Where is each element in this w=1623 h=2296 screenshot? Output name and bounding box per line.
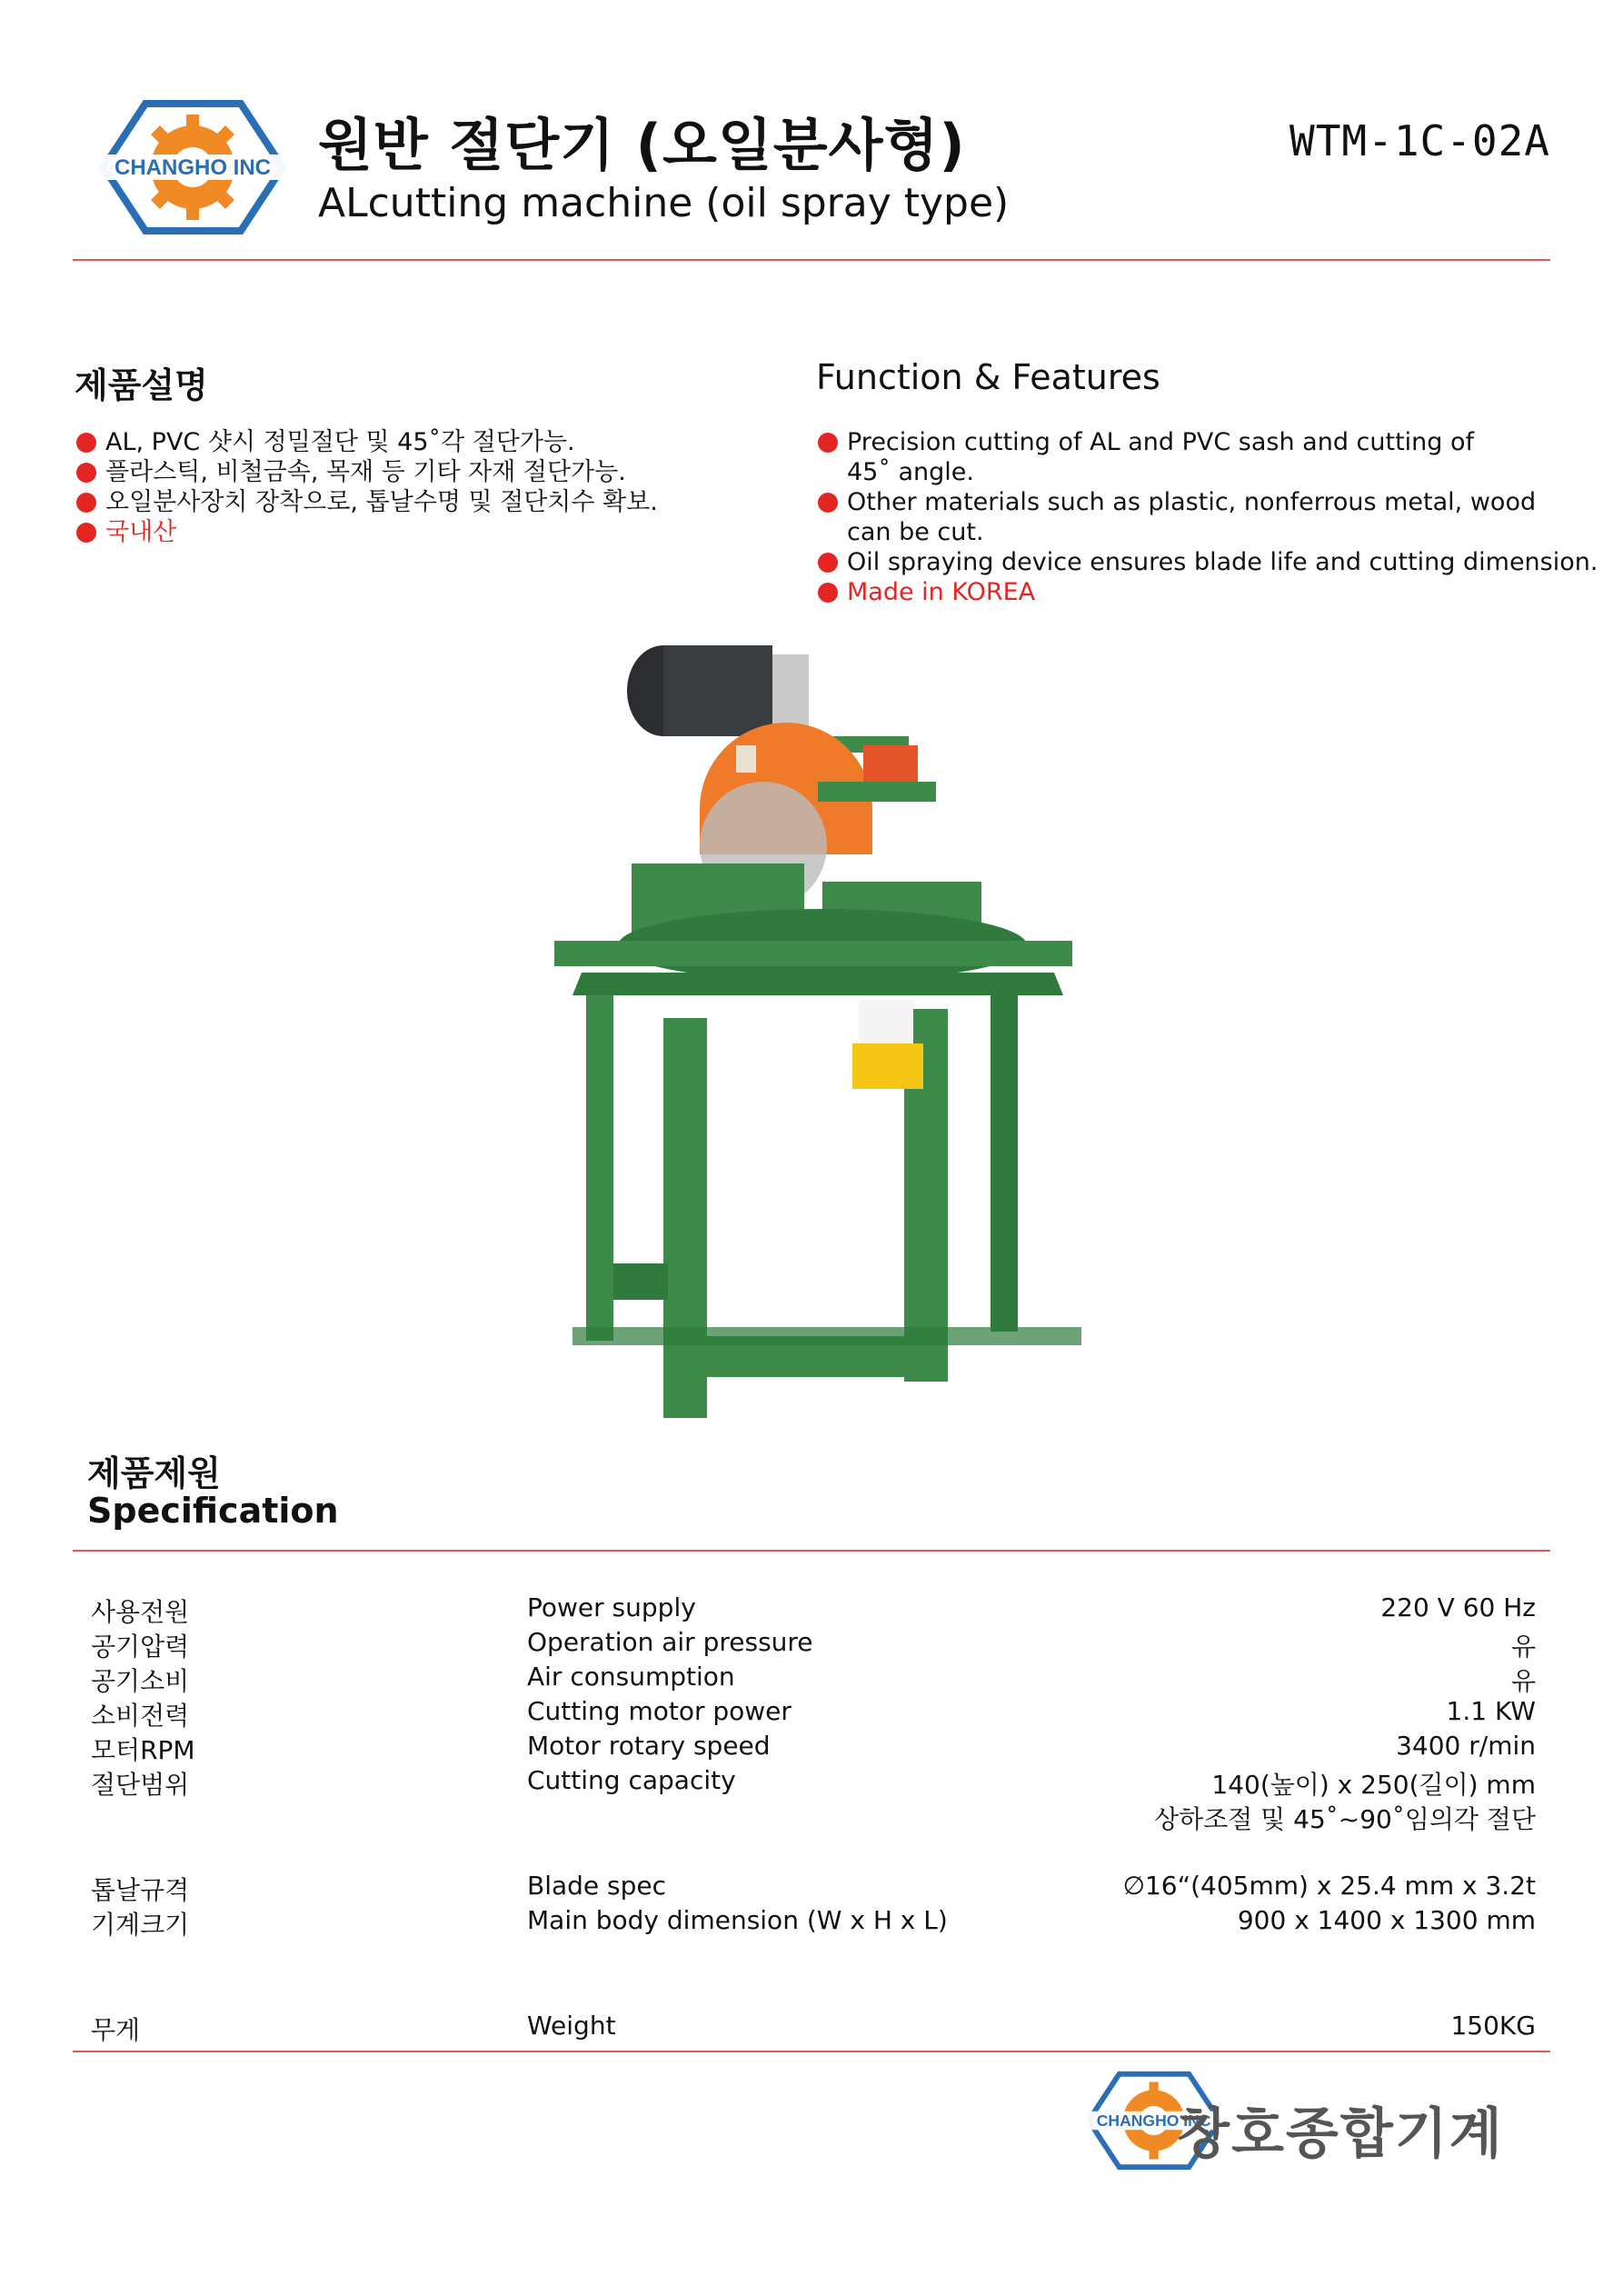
title-english: ALcutting machine (oil spray type)	[318, 180, 1010, 226]
table-row	[91, 1592, 1536, 1627]
table-row	[91, 1800, 1536, 1834]
list-item: 오일분사장치 장착으로, 톱날수명 및 절단치수 확보.	[76, 487, 803, 517]
table-row	[91, 1765, 1536, 1800]
features-list	[818, 427, 1599, 607]
list-item: 국내산	[76, 517, 803, 547]
list-item: Precision cutting of AL and PVC sash and cutting of 45˚ angle.	[818, 427, 1599, 487]
list-item: Other materials such as plastic, nonferrous metal, wood can be cut.	[818, 487, 1599, 547]
table-row	[91, 1627, 1536, 1662]
bullet-icon	[76, 493, 96, 513]
list-item: Oil spraying device ensures blade life and cutting dimension.	[818, 547, 1599, 577]
spec-label-ko: 무게	[91, 2015, 141, 2045]
spec-label-ko: 공기소비	[91, 1666, 190, 1696]
spec-label-en: Motor rotary speed	[527, 1731, 771, 1761]
spec-label-ko: 절단범위	[91, 1770, 190, 1800]
spec-label-en: Air consumption	[527, 1662, 735, 1692]
spec-label-en: Operation air pressure	[527, 1627, 813, 1657]
bullet-icon	[818, 583, 838, 603]
spec-value: 상하조절 및 45˚~90˚임의각 절단	[1154, 1804, 1536, 1834]
spec-value: 유	[1510, 1632, 1536, 1662]
bullet-icon	[76, 523, 96, 543]
table-row	[91, 1731, 1536, 1765]
logo-text: CHANGHO INC	[115, 155, 271, 180]
spec-value: 220 V 60 Hz	[1380, 1592, 1536, 1622]
bullet-icon	[76, 463, 96, 483]
table-row	[91, 1905, 1536, 1940]
table-row	[91, 1696, 1536, 1731]
header-divider	[73, 259, 1550, 261]
spec-value: 유	[1510, 1666, 1536, 1696]
spec-label-ko: 소비전력	[91, 1701, 190, 1731]
spec-label-ko: 모터RPM	[91, 1735, 195, 1765]
footer-logo-text: CHANGHO INC	[1096, 2111, 1211, 2130]
spec-value: ∅16“(405mm) x 25.4 mm x 3.2t	[1122, 1871, 1536, 1901]
spec-label-en: Weight	[527, 2011, 616, 2041]
spec-label-ko: 사용전원	[91, 1597, 190, 1627]
spec-value: 3400 r/min	[1396, 1731, 1536, 1761]
spec-value: 900 x 1400 x 1300 mm	[1237, 1905, 1536, 1935]
bullet-icon	[818, 493, 838, 513]
spec-heading-korean: 제품제원	[87, 1453, 221, 1493]
spec-value: 1.1 KW	[1446, 1696, 1536, 1726]
description-list	[76, 427, 803, 547]
product-image	[545, 636, 1081, 1418]
list-item: 플라스틱, 비철금속, 목재 등 기타 자재 절단가능.	[76, 457, 803, 487]
spec-divider-top	[73, 1550, 1550, 1552]
spec-label-en: Power supply	[527, 1592, 696, 1622]
spec-label-en: Blade spec	[527, 1871, 667, 1901]
spec-label-en: Cutting capacity	[527, 1765, 736, 1795]
model-number: WTM-1C-02A	[1289, 116, 1550, 165]
bullet-icon	[76, 433, 96, 453]
bullet-icon	[818, 553, 838, 573]
spec-label-ko: 기계크기	[91, 1910, 190, 1940]
table-row	[91, 1871, 1536, 1905]
description-heading: 제품설명	[75, 365, 208, 405]
spec-heading-english: Specification	[87, 1491, 339, 1531]
spec-value: 150KG	[1450, 2011, 1536, 2041]
spec-label-ko: 톱날규격	[91, 1875, 190, 1905]
brand-name: 창호종합기계	[1177, 2102, 1504, 2166]
list-item: Made in KOREA	[818, 577, 1599, 607]
bullet-icon	[818, 433, 838, 453]
table-row	[91, 1662, 1536, 1696]
spec-label-en: Main body dimension (W x H x L)	[527, 1905, 948, 1935]
list-item: AL, PVC 샷시 정밀절단 및 45˚각 절단가능.	[76, 427, 803, 457]
title-korean: 원반 절단기 (오일분사형)	[318, 112, 966, 178]
company-logo	[100, 100, 286, 235]
features-heading: Function & Features	[816, 357, 1160, 397]
spec-value: 140(높이) x 250(길이) mm	[1211, 1770, 1536, 1800]
spec-label-en: Cutting motor power	[527, 1696, 792, 1726]
table-row	[91, 2011, 1536, 2045]
spec-label-ko: 공기압력	[91, 1632, 190, 1662]
spec-divider-bottom	[73, 2051, 1550, 2052]
